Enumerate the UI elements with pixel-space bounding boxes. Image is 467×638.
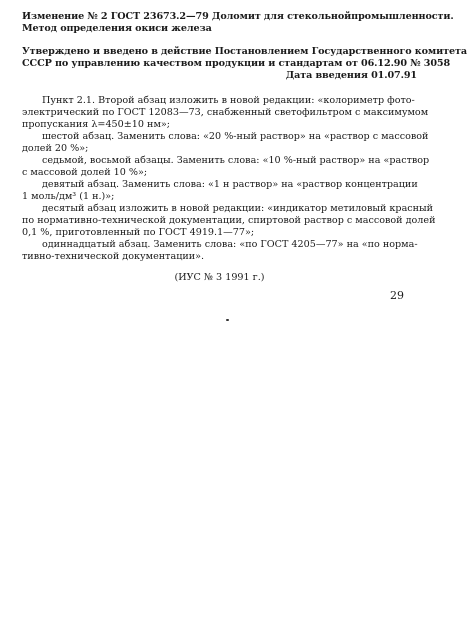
body-line-14: тивно-технической документации». — [22, 251, 205, 262]
body-line-5: долей 20 %»; — [22, 143, 89, 154]
body-line-7: с массовой долей 10 %»; — [22, 167, 148, 178]
body-line-13: одиннадцатый абзац. Заменить слова: «по ГОСТ 4205—77» на «по норма- — [42, 239, 418, 250]
print-mark — [226, 319, 229, 321]
amendment-title-line-1 — [22, 11, 454, 23]
approval-line-2: СССР по управлению качеством продукции и стандартам от 06.12.90 № 3058 — [22, 58, 451, 69]
body-line-3: пропускания λ=450±10 нм»; — [22, 119, 171, 130]
body-line-10: десятый абзац изложить в новой редакции: «индикатор метиловый красный — [42, 203, 434, 214]
body-line-2: электрический по ГОСТ 12083—73, снабженный светофильтром с максимумом — [22, 107, 429, 118]
amendment-title-right: промышленности. — [351, 11, 454, 22]
body-line-9: 1 моль/дм³ (1 н.)»; — [22, 191, 115, 202]
body-line-1: Пункт 2.1. Второй абзац изложить в новой редакции: «колориметр фото- — [42, 95, 415, 106]
amendment-title-left: Изменение № 2 ГОСТ 23673.2—79 Доломит для стекольной — [22, 11, 352, 22]
body-line-6: седьмой, восьмой абзацы. Заменить слова: «10 %-ный раствор» на «раствор — [42, 155, 430, 166]
body-line-8: девятый абзац. Заменить слова: «1 н раствор» на «раствор концентрации — [42, 179, 418, 190]
effective-date: Дата введения 01.07.91 — [285, 70, 417, 81]
body-line-12: 0,1 %, приготовленный по ГОСТ 4919.1—77»; — [22, 227, 255, 238]
page-number: 29 — [390, 289, 404, 302]
body-line-11: по нормативно-технической документации, спиртовой раствор с массовой долей — [22, 215, 436, 226]
body-line-4: шестой абзац. Заменить слова: «20 %-ный раствор» на «раствор с массовой — [42, 131, 429, 142]
amendment-title-line-2: Метод определения окиси железа — [22, 23, 212, 34]
approval-line-1: Утверждено и введено в действие Постановлением Государственного комитета — [22, 46, 467, 57]
source-reference: (ИУС № 3 1991 г.) — [174, 272, 265, 283]
